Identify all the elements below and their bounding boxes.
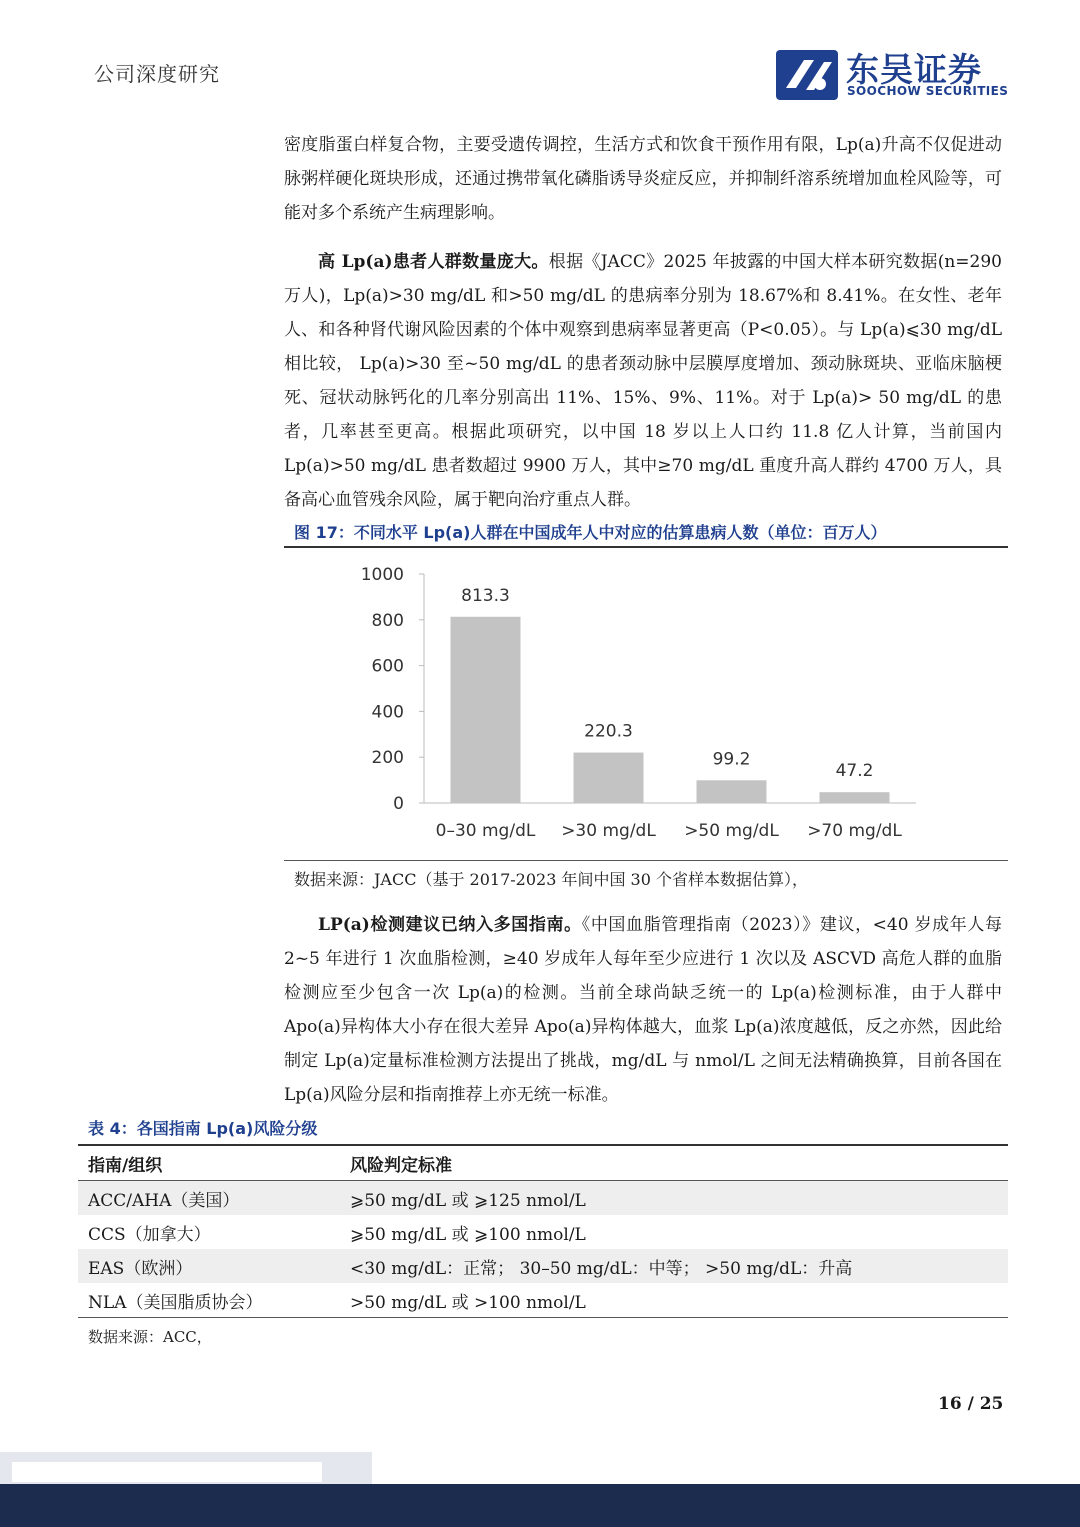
table-cell: ACC/AHA（美国） — [78, 1181, 350, 1216]
brand-name-en: SOOCHOW SECURITIES — [847, 84, 1009, 98]
paragraph-lpa-mechanism — [284, 128, 1002, 230]
brand-name-cn: 东吴证券 — [846, 50, 982, 89]
table-header-cell: 风险判定标准 — [350, 1146, 1008, 1181]
bar — [451, 617, 521, 803]
table-cell: <30 mg/dL：正常； 30–50 mg/dL：中等； >50 mg/dL：升高 — [350, 1249, 1008, 1283]
table-cell: EAS（欧洲） — [78, 1249, 350, 1283]
page-number: 16 / 25 — [938, 1394, 1004, 1414]
table-cell: ⩾50 mg/dL 或 ⩾100 nmol/L — [350, 1224, 586, 1245]
bar-value-label: 220.3 — [584, 721, 633, 742]
table-title: 表 4：各国指南 Lp(a)风险分级 — [88, 1119, 318, 1138]
table-row — [78, 1215, 1008, 1249]
y-tick-label: 1000 — [360, 565, 404, 585]
figure-source: 数据来源：JACC（基于 2017-2023 年间中国 30 个省样本数据估算）， — [294, 870, 809, 889]
paragraph-detection-guidelines — [284, 908, 1002, 1112]
bar-value-label: 99.2 — [712, 749, 751, 770]
footer-tab-inner — [12, 1462, 322, 1482]
table-row — [78, 1181, 1008, 1216]
table-source: 数据来源：ACC， — [88, 1328, 212, 1346]
bar-chart — [350, 556, 930, 852]
paragraph-text: 根据《JACC》2025 年披露的中国大样本研究数据(n=290 万人)，Lp(a)>30 mg/dL 和>50 mg/dL 的患病率分别为 18.67%和 8.41%。在女性、老年人、和各种肾代谢风险因素的个体中观察到患病率显著更高（P<0.05）。与 Lp(a)⩽30 mg/dL 相比较， Lp(a)>30 至~50 mg/dL 的患者颈动脉中层膜厚度增加、颈动脉斑块、亚临床脑梗死、冠状动脉钙化的几率分别高出 11%、15%、9%、11%。对于 Lp(a)> 50 mg/dL 的患者，几率甚至更高。根据此项研究，以中国 18 岁以上人口约 11.8 亿人计算，当前国内 Lp(a)>50 mg/dL 患者数超过 9900 万人，其中≥70 mg/dL 重度升高人群约 4700 万人，具备高心血管残余风险，属于靶向治疗重点人群。 — [284, 252, 1002, 510]
y-tick-label: 0 — [393, 794, 404, 814]
y-tick-label: 400 — [371, 702, 404, 723]
bar — [820, 792, 890, 803]
footer-bar — [0, 1484, 1080, 1527]
brand-logo — [776, 46, 1009, 102]
table-cell: CCS（加拿大） — [88, 1224, 211, 1245]
bar — [574, 753, 644, 803]
paragraph-lead: 高 Lp(a)患者人群数量庞大。 — [318, 252, 549, 272]
figure-bottom-rule — [284, 860, 1008, 861]
table-header-cell: 指南/组织 — [78, 1146, 350, 1181]
y-tick-label: 600 — [371, 656, 404, 677]
paragraph-text: 《中国血脂管理指南（2023）》建议，<40 岁成年人每 2~5 年进行 1 次血脂检测，≥40 岁成年人每年至少应进行 1 次以及 ASCVD 高危人群的血脂检测应至少包含一次 Lp(a)的检测。当前全球尚缺乏统一的 Lp(a)检测标准，由于人群中 Apo(a)异构体大小存在很大差异 Apo(a)异构体越大，血浆 Lp(a)浓度越低，反之亦然，因此给制定 Lp(a)定量标准检测方法提出了挑战，mg/dL 与 nmol/L 之间无法精确换算，目前各国在 Lp(a)风险分层和指南推荐上亦无统一标准。 — [284, 915, 1002, 1105]
x-category-label: >50 mg/dL — [684, 821, 779, 841]
bar-value-label: 813.3 — [461, 585, 510, 606]
brand-mark-icon — [776, 50, 838, 100]
table-cell: NLA（美国脂质协会） — [78, 1283, 350, 1318]
y-tick-label: 800 — [371, 610, 404, 631]
table-row — [78, 1249, 1008, 1283]
bar-value-label: 47.2 — [835, 761, 874, 782]
table-cell: ⩾50 mg/dL 或 ⩾125 nmol/L — [350, 1181, 1008, 1216]
bar — [697, 780, 767, 803]
table-cell: >50 mg/dL 或 >100 nmol/L — [350, 1283, 1008, 1318]
y-tick-label: 200 — [371, 748, 404, 769]
x-category-label: 0–30 mg/dL — [435, 821, 536, 841]
report-section-label: 公司深度研究 — [94, 62, 220, 86]
figure-title: 图 17：不同水平 Lp(a)人群在中国成年人中对应的估算患病人数（单位：百万人） — [294, 523, 887, 542]
figure-top-rule — [284, 546, 1008, 548]
table-row — [78, 1283, 1008, 1318]
x-category-label: >30 mg/dL — [561, 821, 656, 841]
paragraph-text: 密度脂蛋白样复合物，主要受遗传调控，生活方式和饮食干预作用有限，Lp(a)升高不仅促进动脉粥样硬化斑块形成，还通过携带氧化磷脂诱导炎症反应，并抑制纤溶系统增加血栓风险等，可能对多个系统产生病理影响。 — [284, 135, 1002, 223]
paragraph-lead: LP(a)检测建议已纳入多国指南。 — [318, 915, 582, 935]
x-category-label: >70 mg/dL — [807, 821, 902, 841]
table-header-row — [78, 1146, 1008, 1181]
risk-table — [78, 1146, 1008, 1318]
paragraph-patient-population — [284, 245, 1002, 517]
